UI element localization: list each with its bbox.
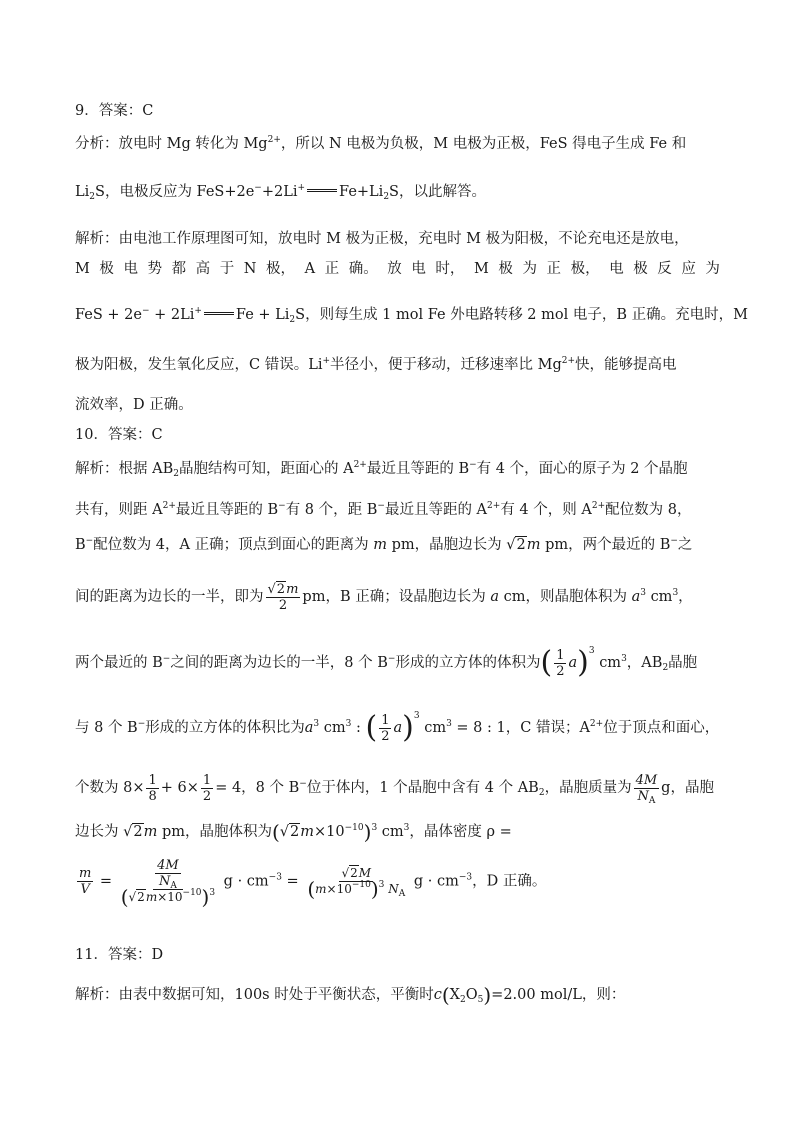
fraction: $\frac{√2m}{2}$ [267,581,299,613]
word: 确。 [348,261,378,277]
word: 极 [498,261,513,277]
text: 位于体内，1 个晶胞中含有 4 个 AB [306,780,539,796]
text: = 8 : 1，C 错误；A [456,720,590,736]
word: N [243,261,257,277]
word: 反 [657,261,672,277]
q10-line4: 间的距离为边长的一半，即为 $\frac{√2m}{2}$ pm，B 正确；设晶胞边长为 a cm，则晶胞体积为 $a^3$ $cm^3$， [75,581,693,613]
text: 之间的距离为边长的一半，8 个 B [170,655,388,671]
word: 于 [219,261,235,277]
q9-analysis-line2: $Li_2S$，电极反应为 FeS+2e−+2Li+ $Fe+Li_2S$，以此解答。 [75,183,486,202]
text: 极为阳极，发生氧化反应，C 错误。Li [75,357,323,373]
word: M [473,261,489,277]
q10-line8: 边长为 √2m pm，晶胞体积为$(√2m\times 10^{-10})^3$ $cm^3$，晶体密度 ρ = [75,820,512,844]
word: 极 [633,261,648,277]
word: 应 [681,261,696,277]
text: FeS + 2e [75,307,142,323]
word: 电 [123,261,138,277]
text: 有 4 个，面心的原子为 2 个晶胞 [476,461,688,477]
text: cm [424,720,447,736]
word: 极， [266,261,296,277]
text: cm [599,655,622,671]
equals-arrow-icon [307,189,337,192]
text: + 6× [160,780,199,796]
text: 位于顶点和面心， [603,720,720,736]
q11-line1: 解析：由表中数据可知，100s 时处于平衡状态，平衡时$c(X_2O_5)=2.00$ mol/L，则： [75,983,626,1007]
word: 电 [609,261,624,277]
text: 晶胞 [668,655,698,671]
q9-exp-line5: 流效率，D 正确。 [75,397,193,413]
text: pm，晶胞体积为 [161,824,272,840]
text: 有 8 个，距 B [285,502,378,518]
word: A [304,261,316,277]
text: S，则每生成 1 mol Fe 外电路转移 2 mol 电子，B 正确。充电时，M [295,307,748,323]
text: B [75,537,86,553]
text: 两个最近的 B [75,655,163,671]
q10-line7: 个数为 8× $\frac{1}{8}$ + 6× $\frac{1}{2}$ = 4，8 个 B−位于体内，1 个晶胞中含有 4 个 $AB_2$，晶胞质量为 $\frac{4M}{N_A}$ g，晶胞 [75,772,714,806]
text: 最近且等距的 B [175,502,279,518]
q9-exp-line4: 极为阳极，发生氧化反应，C 错误。Li+半径小，便于移动，迁移速率比 $Mg^{2+}$快，能够提高电 [75,356,677,373]
word: 正 [324,261,340,277]
q10-line6: 与 8 个 B−形成的立方体的体积比为$a^3$ $cm^3$ : ( $\frac{1}{2}$ a)$^3$ $cm^3 = 8$ : 1，C 错误；$A^{2+}$位于顶点和面心， [75,710,720,745]
word: 为 [522,261,537,277]
text: 最近且等距的 B [366,461,470,477]
text: S，以此解答。 [389,184,486,200]
text: 有 4 个，则 A [500,502,592,518]
text: Fe + Li [235,307,290,323]
text: 最近且等距的 A [384,502,488,518]
q10-line5: 两个最近的 B−之间的距离为边长的一半，8 个 B−形成的立方体的体积为( $\frac{1}{2}$ a)$^3$ $cm^3$，$AB_2$晶胞 [75,645,698,680]
text: cm [650,589,673,605]
text: S，电极反应为 FeS+2e [95,184,255,200]
text: = 4，8 个 B [215,780,300,796]
word: 电 [411,261,426,277]
text: 半径小，便于移动，迁移速率比 Mg [330,357,562,373]
text: +2Li [261,184,298,200]
word: 势 [147,261,163,277]
q10-line2: 共有，则距 $A^{2+}$最近且等距的 B−有 8 个，距 B−最近且等距的 $A^{2+}$有 4 个，则 $A^{2+}$配位数为 8， [75,501,692,518]
text: 解析：由表中数据可知，100s 时处于平衡状态，平衡时 [75,987,434,1003]
word: M [75,261,90,277]
word: 都 [171,261,187,277]
word: 正 [546,261,562,277]
text: 之 [677,537,693,553]
text: 分析：放电时 Mg 转化为 Mg [75,136,268,152]
text: 配位数为 8， [605,502,692,518]
text: ，D 正确。 [472,873,547,890]
word: 高 [195,261,211,277]
text: 间的距离为边长的一半，即为 [75,589,264,605]
q9-exp-line2 [75,259,720,279]
q10-line3: B−配位数为 4，A 正确；顶点到面心的距离为 m pm，晶胞边长为 √2m pm，两个最近的 B−之 [75,536,693,553]
word: 极 [99,261,114,277]
text: ，AB [626,655,663,671]
q9-analysis-line1: 分析：放电时 Mg 转化为 $Mg^{2+}$，所以 N 电极为负极，M 电极为正极，FeS 得电子生成 Fe 和 [75,135,687,152]
word: 放 [387,261,402,277]
text: 配位数为 4，A 正确；顶点到面心的距离为 [93,537,369,553]
text: =2.00 mol/L，则： [491,987,626,1003]
text: cm，则晶胞体积为 [503,589,627,605]
text: 与 8 个 B [75,720,138,736]
q10-line9: $\frac{m}{V}$ = $\frac{\frac{4M}{N_A}}{(√2m\times 10^{-10})^3}$ $g \cdot cm^{-3}$ = $\frac{√2M}{(m\times 10^{-10})^3 N_A}$ $g \cdot cm^{-3}$，D 正确。 [79,858,547,909]
word: 为 [705,261,720,277]
text: 形成的立方体的体积比为 [145,720,305,736]
text: 晶胞结构可知，距面心的 A [178,461,354,477]
equals-arrow-icon [204,312,234,315]
text: ，所以 N 电极为负极，M 电极为正极，FeS 得电子生成 Fe 和 [280,136,687,152]
text: ，晶胞质量为 [544,780,632,796]
text: pm，晶胞边长为 [391,537,502,553]
text: 快，能够提高电 [575,357,677,373]
text: g，晶胞 [661,780,714,796]
text: 共有，则距 A [75,502,163,518]
text: cm [381,824,404,840]
word: 时， [435,261,465,277]
q10-answer: 10．答案：C [75,427,163,443]
q9-exp-line3: FeS + 2e− + 2Li+ $Fe + Li_2S$，则每生成 1 mol Fe 外电路转移 2 mol 电子，B 正确。充电时，M [75,306,748,325]
q9-answer: 9．答案：C [75,103,154,119]
text: ，晶体密度 ρ = [409,824,512,840]
q11-answer: 11．答案：D [75,947,164,963]
text: Fe+Li [339,184,384,200]
text: + 2Li [149,307,195,323]
text: Li [75,184,90,200]
text: 边长为 [75,824,119,840]
word: 极， [570,261,600,277]
text: 形成的立方体的体积为 [395,655,541,671]
text: pm，两个最近的 B [545,537,671,553]
q10-line1: 解析：根据 $AB_2$晶胞结构可知，距面心的 $A^{2+}$最近且等距的 B−有 4 个，面心的原子为 2 个晶胞 [75,460,688,479]
text: 个数为 8× [75,780,145,796]
q9-exp-line1: 解析：由电池工作原理图可知，放电时 M 极为正极，充电时 M 极为阳极，不论充电还是放电， [75,231,689,247]
text: 解析：根据 AB [75,461,174,477]
text: pm，B 正确；设晶胞边长为 [302,589,486,605]
